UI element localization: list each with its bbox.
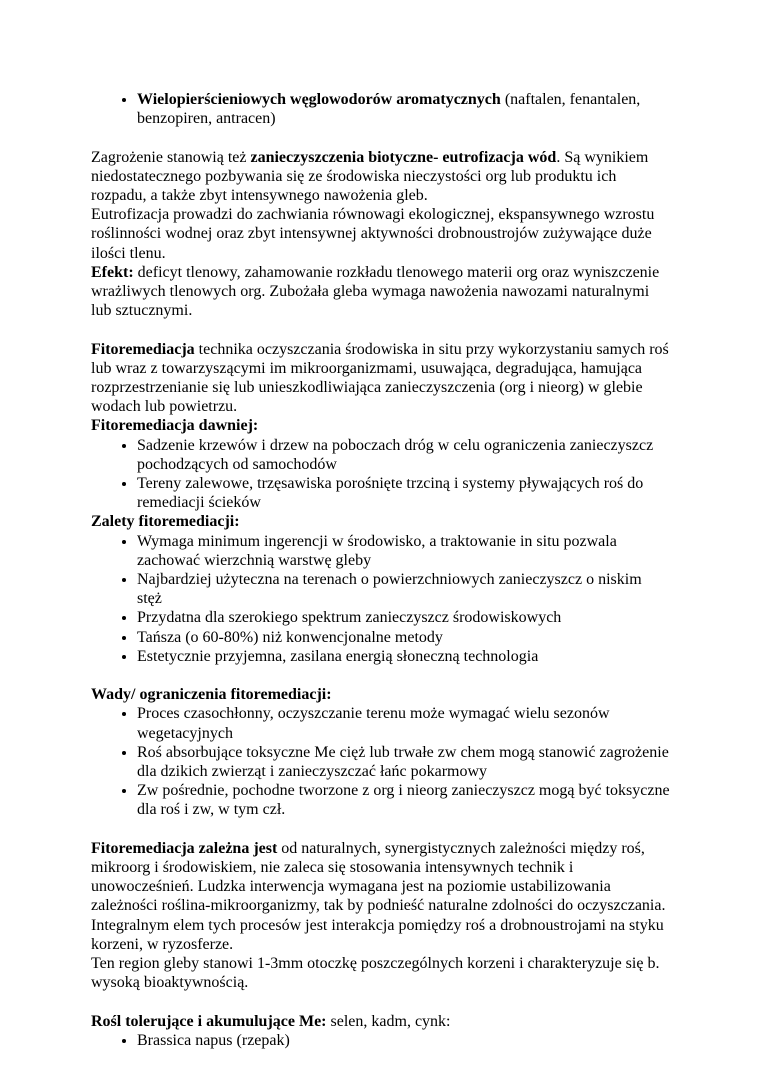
text-run: Sadzenie krzewów i drzew na poboczach dróg w celu ograniczenia zanieczyszcz pochodzących od samochodów xyxy=(137,436,654,473)
heading-tolerant-plants xyxy=(91,1012,670,1031)
text-run: Zagrożenie stanowią też xyxy=(91,148,251,166)
paragraph-phytoremediation-dependence xyxy=(91,839,670,954)
bullet-list xyxy=(91,1031,670,1050)
blank-line xyxy=(91,992,670,1011)
text-run: Tereny zalewowe, trzęsawiska porośnięte trzciną i systemy pływających roś do remediacji ścieków xyxy=(137,475,644,512)
list-item xyxy=(137,570,670,608)
list-item xyxy=(137,474,670,512)
bullet-list xyxy=(91,532,670,666)
bold-text-run: Wielopierścieniowych węglowodorów aromatycznych xyxy=(137,91,501,108)
list-item xyxy=(137,781,670,819)
text-run: (naftalen, fenantalen, benzopiren, antracen) xyxy=(137,91,641,128)
bullet-list xyxy=(91,704,670,819)
list-item xyxy=(137,90,670,128)
bold-text-run: Rośl tolerujące i akumulujące Me: xyxy=(91,1012,327,1030)
text-run: . Są wynikiem niedostatecznego pozbywania się ze środowiska nieczystości org lub produktu ich rozpadu, a także zbyt intensywnego nawożenia gleb. xyxy=(91,148,649,204)
text-run: od naturalnych, synergistycznych zależności między roś, mikroorg i środowiskiem, nie zaleca się stosowania intensywnych technik i unowocześnień. Ludzka interwencja wymagana jest na poziomie ustabilizowania zależności roślina-mikroorganizmy, tak by podnieść naturalne zdolności do oczyszczania. Integralnym elem tych procesów jest interakcja pomiędzy roś a drobnoustrojami na styku korzeni, w ryzosferze. xyxy=(91,839,666,953)
text-run: Przydatna dla szerokiego spektrum zanieczyszcz środowiskowych xyxy=(137,609,562,627)
list-item xyxy=(137,532,670,570)
blank-line xyxy=(91,320,670,339)
bold-text-run: Fitoremediacja dawniej: xyxy=(91,417,259,435)
bold-text-run: Fitoremediacja zależna jest xyxy=(91,839,278,857)
list-item xyxy=(137,608,670,627)
text-run: Tańsza (o 60-80%) niż konwencjonalne metody xyxy=(137,628,443,646)
text-run: Proces czasochłonny, oczyszczanie terenu może wymagać wielu sezonów wegetacyjnych xyxy=(137,705,610,742)
heading-disadvantages xyxy=(91,685,670,704)
text-run: Eutrofizacja prowadzi do zachwiania równowagi ekologicznej, ekspansywnego wzrostu roślinności wodnej oraz zbyt intensywnej aktywności drobnoustrojów zużywające duże ilości tlenu. xyxy=(91,206,655,262)
paragraph-effect xyxy=(91,263,670,321)
paragraph-eutrophication xyxy=(91,205,670,263)
heading-advantages xyxy=(91,512,670,531)
blank-line xyxy=(91,666,670,685)
list-item xyxy=(137,743,670,781)
text-run: Najbardziej użyteczna na terenach o powierzchniowych zanieczyszcz o niskim stęż xyxy=(137,571,642,608)
list-item xyxy=(137,436,670,474)
text-run: Zw pośrednie, pochodne tworzone z org i nieorg zanieczyszcz mogą być toksyczne dla roś i zw, w tym czł. xyxy=(137,782,670,819)
text-run: Wymaga minimum ingerencji w środowisko, a traktowanie in situ pozwala zachować wierzchnią warstwę gleby xyxy=(137,532,617,569)
text-run: Ten region gleby stanowi 1-3mm otoczkę poszczególnych korzeni i charakteryzuje się b. wysoką bioaktywnością. xyxy=(91,955,660,992)
text-run: Brassica napus (rzepak) xyxy=(137,1031,290,1049)
bullet-list xyxy=(91,90,670,128)
bullet-list xyxy=(91,436,670,513)
text-run: deficyt tlenowy, zahamowanie rozkładu tlenowego materii org oraz wyniszczenie wrażliwych tlenowych org. Zubożała gleba wymaga nawożenia nawozami naturalnymi lub sztucznymi. xyxy=(91,263,660,320)
paragraph-biotic-threat xyxy=(91,148,670,206)
document-content xyxy=(91,90,670,1050)
paragraph-phytoremediation-definition xyxy=(91,340,670,417)
text-run: Estetycznie przyjemna, zasilana energią słoneczną technologia xyxy=(137,647,539,665)
bold-text-run: Fitoremediacja xyxy=(91,340,195,358)
bold-text-run: zanieczyszczenia biotyczne- eutrofizacja wód xyxy=(250,148,557,166)
bold-text-run: Zalety fitoremediacji: xyxy=(91,513,240,531)
blank-line xyxy=(91,128,670,147)
text-run: technika oczyszczania środowiska in situ przy wykorzystaniu samych roś lub wraz z towarzyszącymi im mikroorganizmami, usuwająca, degradująca, hamująca rozprzestrzenianie się lub unieszkodliwiająca zanieczyszczenia (org i nieorg) w glebie wodach lub powietrzu. xyxy=(91,340,669,416)
bold-text-run: Wady/ ograniczenia fitoremediacji: xyxy=(91,686,332,704)
list-item xyxy=(137,647,670,666)
list-item xyxy=(137,704,670,742)
heading-phytoremediation-formerly xyxy=(91,416,670,435)
bold-text-run: Efekt: xyxy=(91,263,134,281)
paragraph-rhizosphere xyxy=(91,954,670,992)
text-run: Roś absorbujące toksyczne Me cięż lub trwałe zw chem mogą stanowić zagrożenie dla dzikich zwierząt i zanieczyszczać łańc pokarmowy xyxy=(137,743,669,781)
text-run: selen, kadm, cynk: xyxy=(326,1012,451,1030)
list-item xyxy=(137,1031,670,1050)
blank-line xyxy=(91,820,670,839)
list-item xyxy=(137,628,670,647)
